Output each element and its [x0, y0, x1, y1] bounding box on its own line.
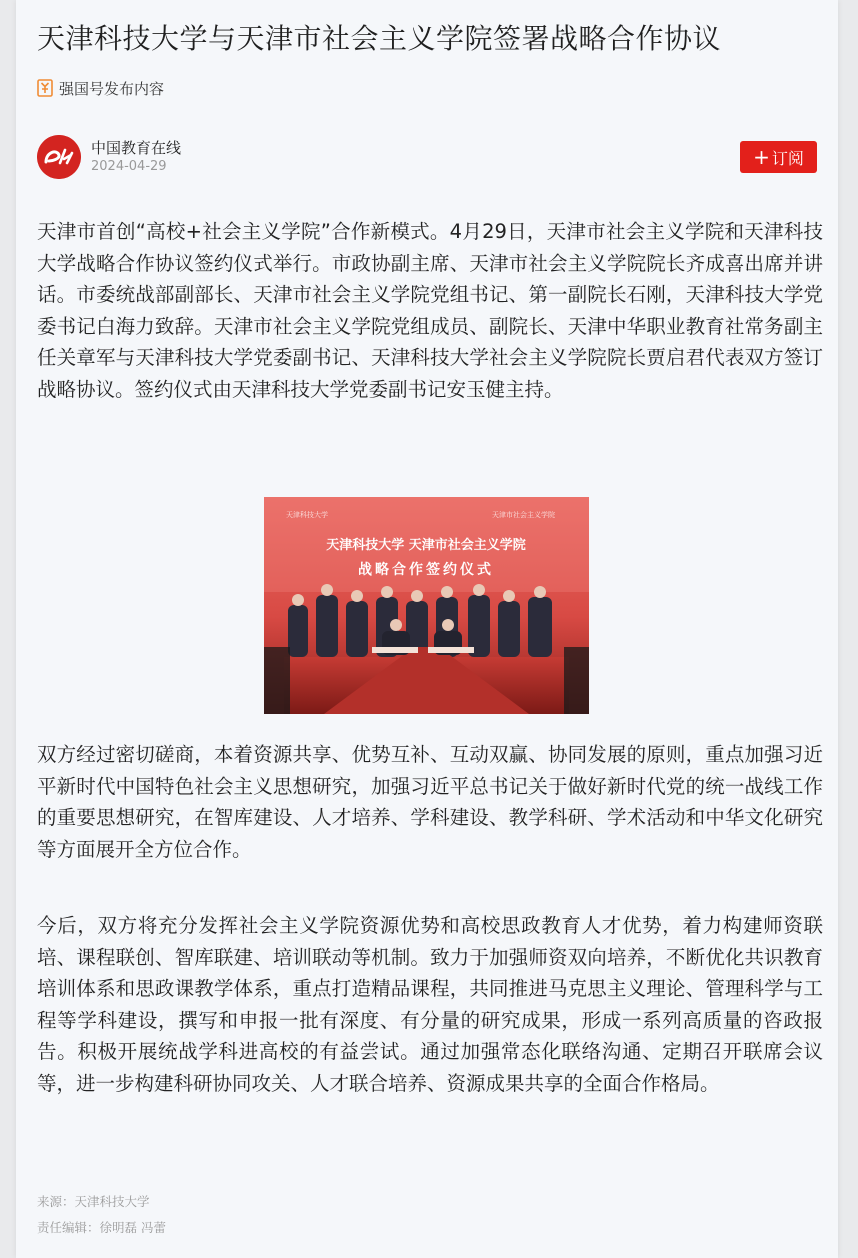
publish-tag-label: 强国号发布内容 — [59, 79, 165, 98]
author-row — [37, 135, 817, 181]
publish-tag — [37, 78, 164, 98]
article-paragraph: 双方经过密切磋商，本着资源共享、优势互补、互动双赢、协同发展的原则，重点加强习近平新时代中国特色社会主义思想研究，加强习近平总书记关于做好新时代党的统一战线工作的重要思想研究，在智库建设、人才培养、学科建设、教学科研、学术活动和中华文化研究等方面展开全方位合作。 — [37, 743, 823, 861]
article-paragraph: 今后，双方将充分发挥社会主义学院资源优势和高校思政教育人才优势，着力构建师资联培、课程联创、智库联建、培训联动等机制。致力于加强师资双向培养，不断优化共识教育培训体系和思政课教学体系，重点打造精品课程，共同推进马克思主义理论、管理科学与工程等学科建设，撰写和申报一批有深度、有分量的研究成果，形成一系列高质量的咨政报告。积极开展统战学科进高校的有益尝试。通过加强常态化联络沟通、定期召开联席会议等，进一步构建科研协同攻关、人才联合培养、资源成果共享的全面合作格局。 — [37, 914, 823, 1095]
article-source: 来源：天津科技大学 — [37, 1194, 150, 1209]
badge-icon — [37, 79, 53, 97]
article-title: 天津科技大学与天津市社会主义学院签署战略合作协议 — [37, 22, 722, 55]
svg-text:天津市社会主义学院: 天津市社会主义学院 — [492, 511, 555, 519]
author-name[interactable]: 中国教育在线 — [91, 139, 182, 157]
svg-text:天津科技大学: 天津科技大学 — [286, 511, 328, 519]
article-page — [16, 0, 838, 1258]
article-photo — [264, 497, 589, 714]
photo-banner-line2: 战略合作签约仪式 — [358, 562, 494, 578]
logo-avatar[interactable] — [37, 135, 81, 179]
article-editor: 责任编辑：徐明磊 冯蕾 — [37, 1220, 166, 1235]
publish-date: 2024-04-29 — [91, 159, 167, 174]
subscribe-button[interactable] — [740, 141, 817, 173]
photo-banner-line1: 天津科技大学 天津市社会主义学院 — [326, 538, 526, 553]
subscribe-label: 订阅 — [771, 148, 804, 168]
plus-icon: + — [753, 145, 770, 169]
article-paragraph: 天津市首创“高校+社会主义学院”合作新模式。4月29日，天津市社会主义学院和天津科技大学战略合作协议签约仪式举行。市政协副主席、天津市社会主义学院院长齐成喜出席并讲话。市委统战部副部长、天津市社会主义学院党组书记、第一副院长石刚，天津科技大学党委书记白海力致辞。天津市社会主义学院党组成员、副院长、天津中华职业教育社常务副主任关章军与天津科技大学党委副书记、天津科技大学社会主义学院院长贾启君代表双方签订战略协议。签约仪式由天津科技大学党委副书记安玉健主持。 — [37, 220, 823, 401]
